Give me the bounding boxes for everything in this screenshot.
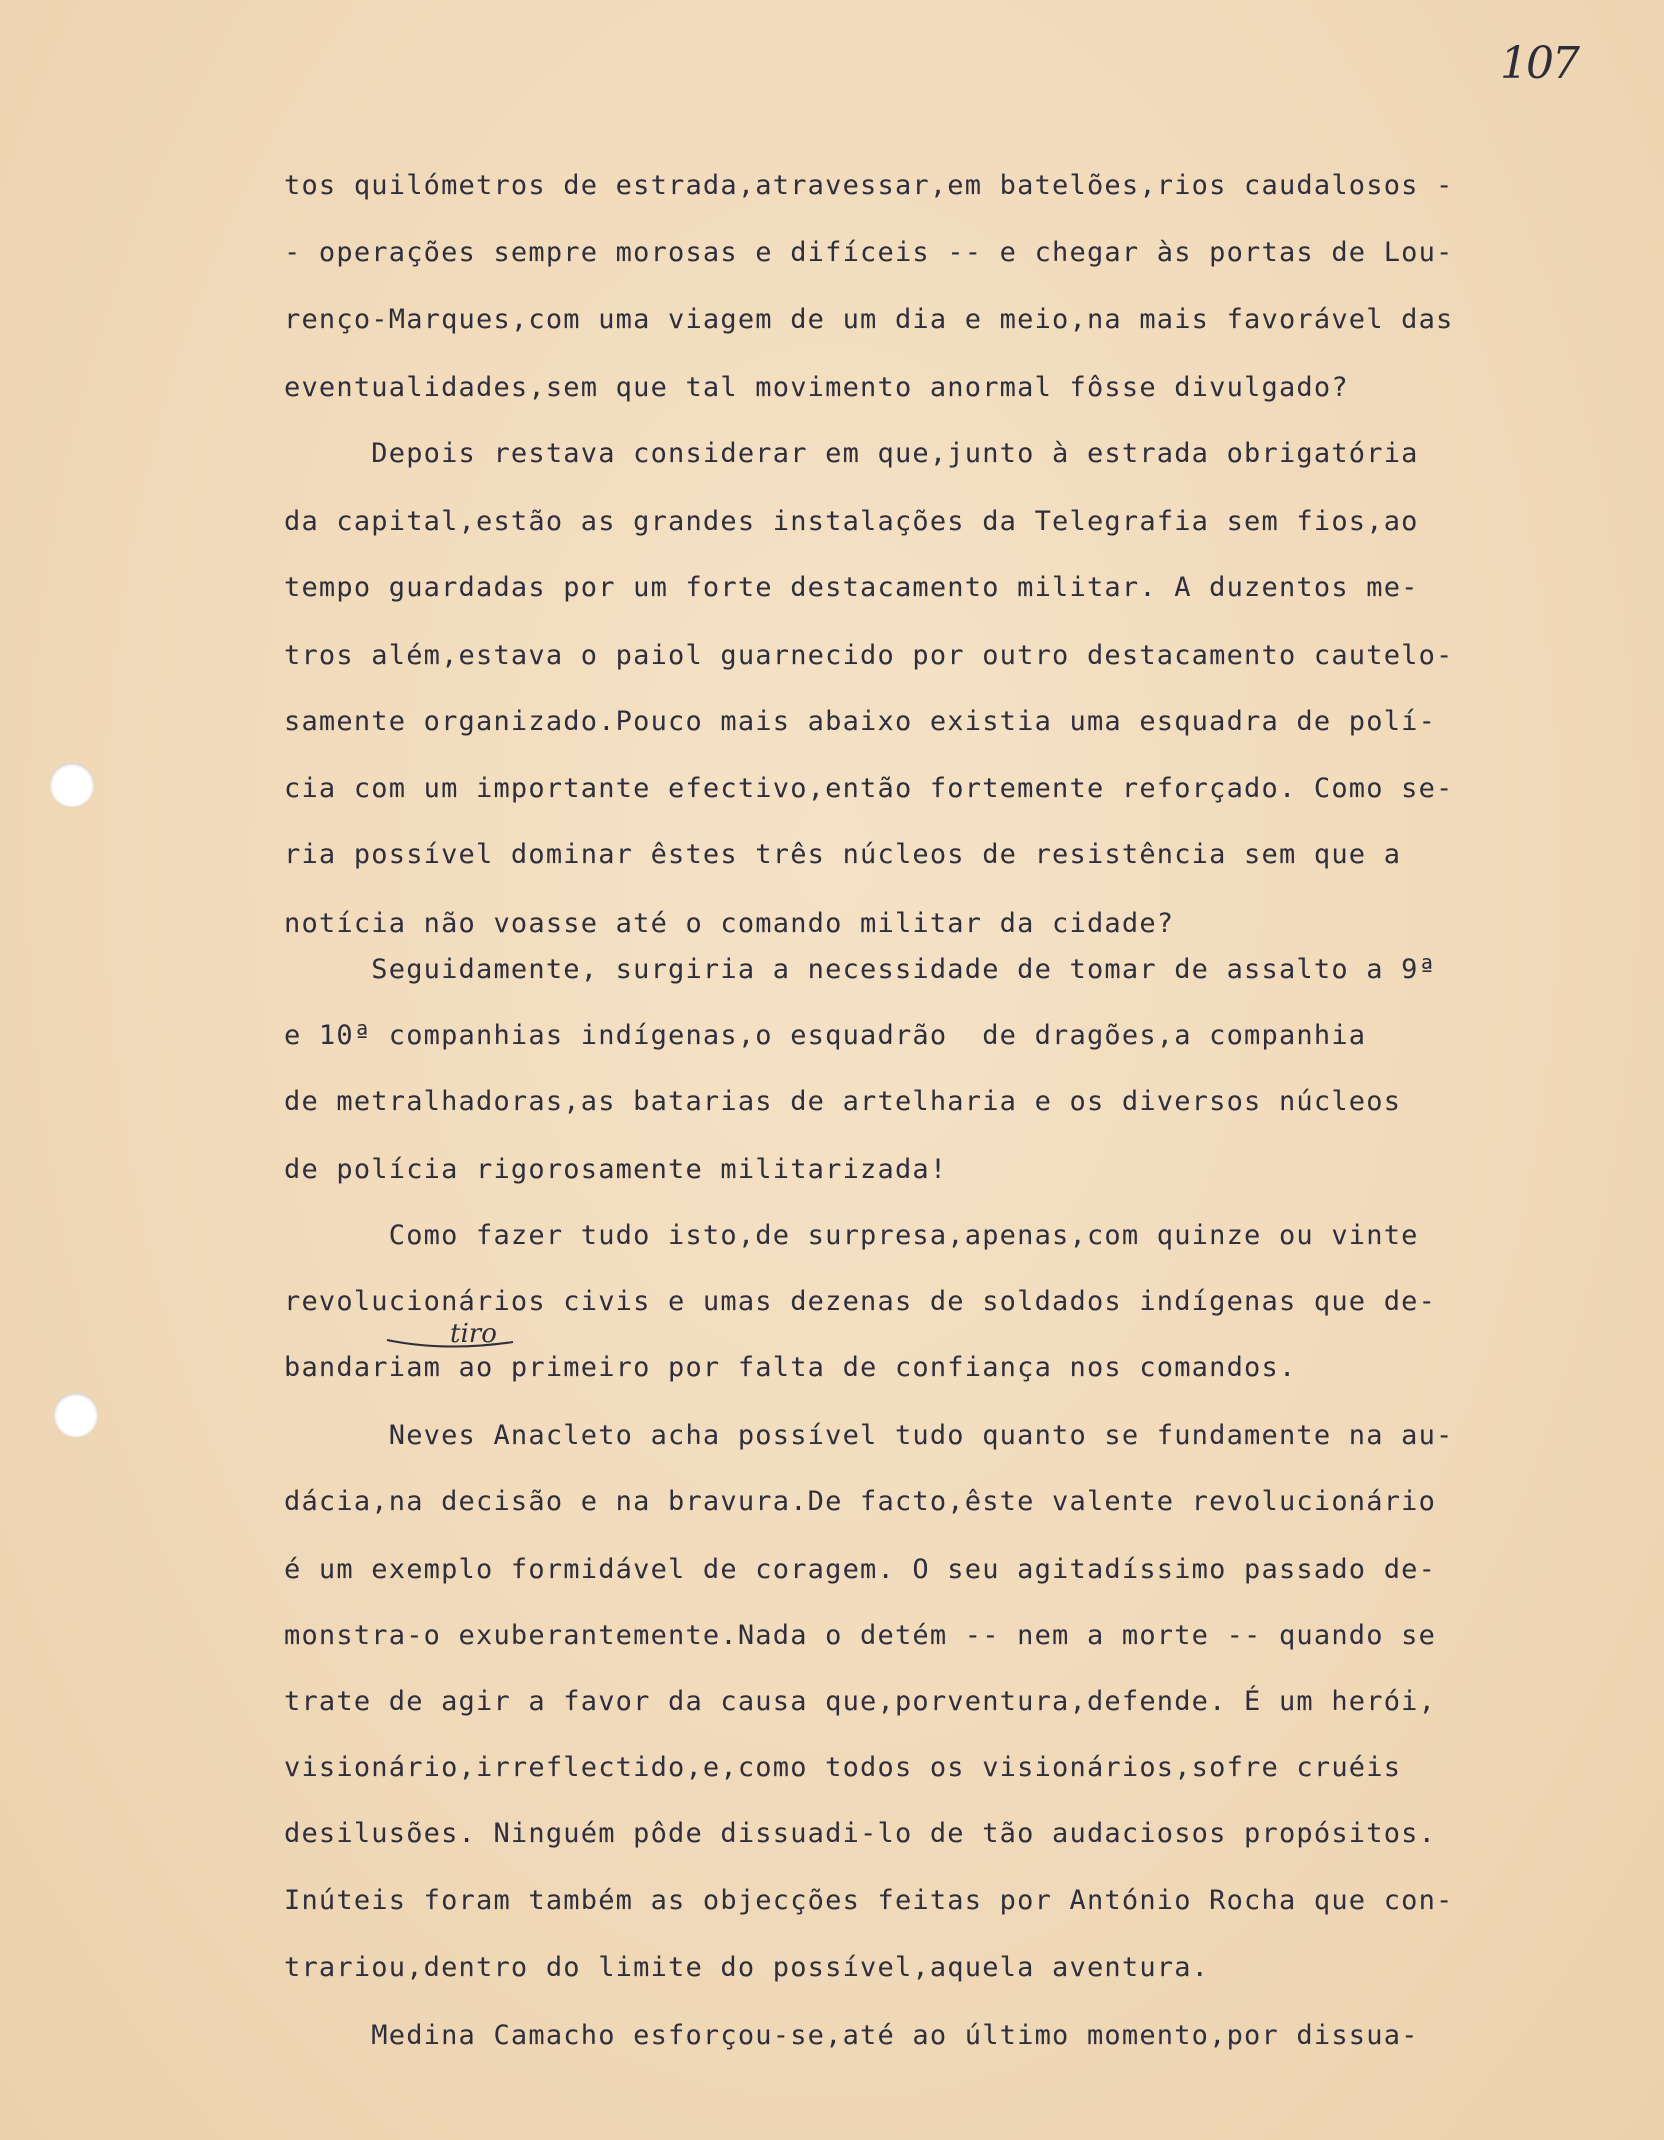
punch-hole (54, 1393, 98, 1437)
text-line: cia com um importante efectivo,então fortemente reforçado. Como se- (284, 773, 1454, 804)
text-line: trariou,dentro do limite do possível,aquela aventura. (284, 1952, 1210, 1983)
text-line: eventualidades,sem que tal movimento anormal fôsse divulgado? (284, 372, 1349, 403)
text-line: revolucionários civis e umas dezenas de soldados indígenas que de- (284, 1286, 1437, 1317)
text-line: Seguidamente, surgiria a necessidade de tomar de assalto a 9ª (284, 954, 1437, 985)
text-line: e 10ª companhias indígenas,o esquadrão de dragões,a companhia (284, 1020, 1367, 1051)
text-line: monstra-o exuberantemente.Nada o detém -- nem a morte -- quando se (284, 1620, 1437, 1651)
text-line: desilusões. Ninguém pôde dissuadi-lo de tão audaciosos propósitos. (284, 1818, 1437, 1849)
text-line: da capital,estão as grandes instalações da Telegrafia sem fios,ao (284, 506, 1419, 537)
text-line: é um exemplo formidável de coragem. O seu agitadíssimo passado de- (284, 1554, 1437, 1585)
text-line: tempo guardadas por um forte destacamento militar. A duzentos me- (284, 572, 1419, 603)
handwritten-insert: tiro (450, 1319, 497, 1349)
text-line: Como fazer tudo isto,de surpresa,apenas,com quinze ou vinte (284, 1220, 1419, 1251)
text-line: Neves Anacleto acha possível tudo quanto se fundamente na au- (284, 1420, 1454, 1451)
punch-hole (50, 763, 94, 807)
text-line: Inúteis foram também as objecções feitas por António Rocha que con- (284, 1885, 1454, 1916)
insertion-mark-icon (385, 1338, 525, 1356)
text-line: ria possível dominar êstes três núcleos de resistência sem que a (284, 839, 1402, 870)
text-line: tos quilómetros de estrada,atravessar,em batelões,rios caudalosos - (284, 170, 1454, 201)
text-line: Medina Camacho esforçou-se,até ao último momento,por dissua- (284, 2020, 1419, 2051)
text-line: de metralhadoras,as batarias de artelharia e os diversos núcleos (284, 1086, 1402, 1117)
text-line: bandariam ao primeiro por falta de confiança nos comandos. (284, 1352, 1297, 1383)
text-line: renço-Marques,com uma viagem de um dia e meio,na mais favorável das (284, 304, 1454, 335)
text-line: trate de agir a favor da causa que,porventura,defende. É um herói, (284, 1686, 1437, 1717)
text-line: - operações sempre morosas e difíceis -- e chegar às portas de Lou- (284, 237, 1454, 268)
text-line: visionário,irreflectido,e,como todos os visionários,sofre cruéis (284, 1752, 1402, 1783)
text-line: dácia,na decisão e na bravura.De facto,êste valente revolucionário (284, 1486, 1437, 1517)
text-line: samente organizado.Pouco mais abaixo existia uma esquadra de polí- (284, 706, 1437, 737)
text-line: tros além,estava o paiol guarnecido por outro destacamento cautelo- (284, 640, 1454, 671)
page-number: 107 (1500, 38, 1578, 89)
text-line: notícia não voasse até o comando militar da cidade? (284, 908, 1175, 939)
text-line: Depois restava considerar em que,junto à estrada obrigatória (284, 438, 1419, 469)
text-line: de polícia rigorosamente militarizada! (284, 1154, 948, 1185)
